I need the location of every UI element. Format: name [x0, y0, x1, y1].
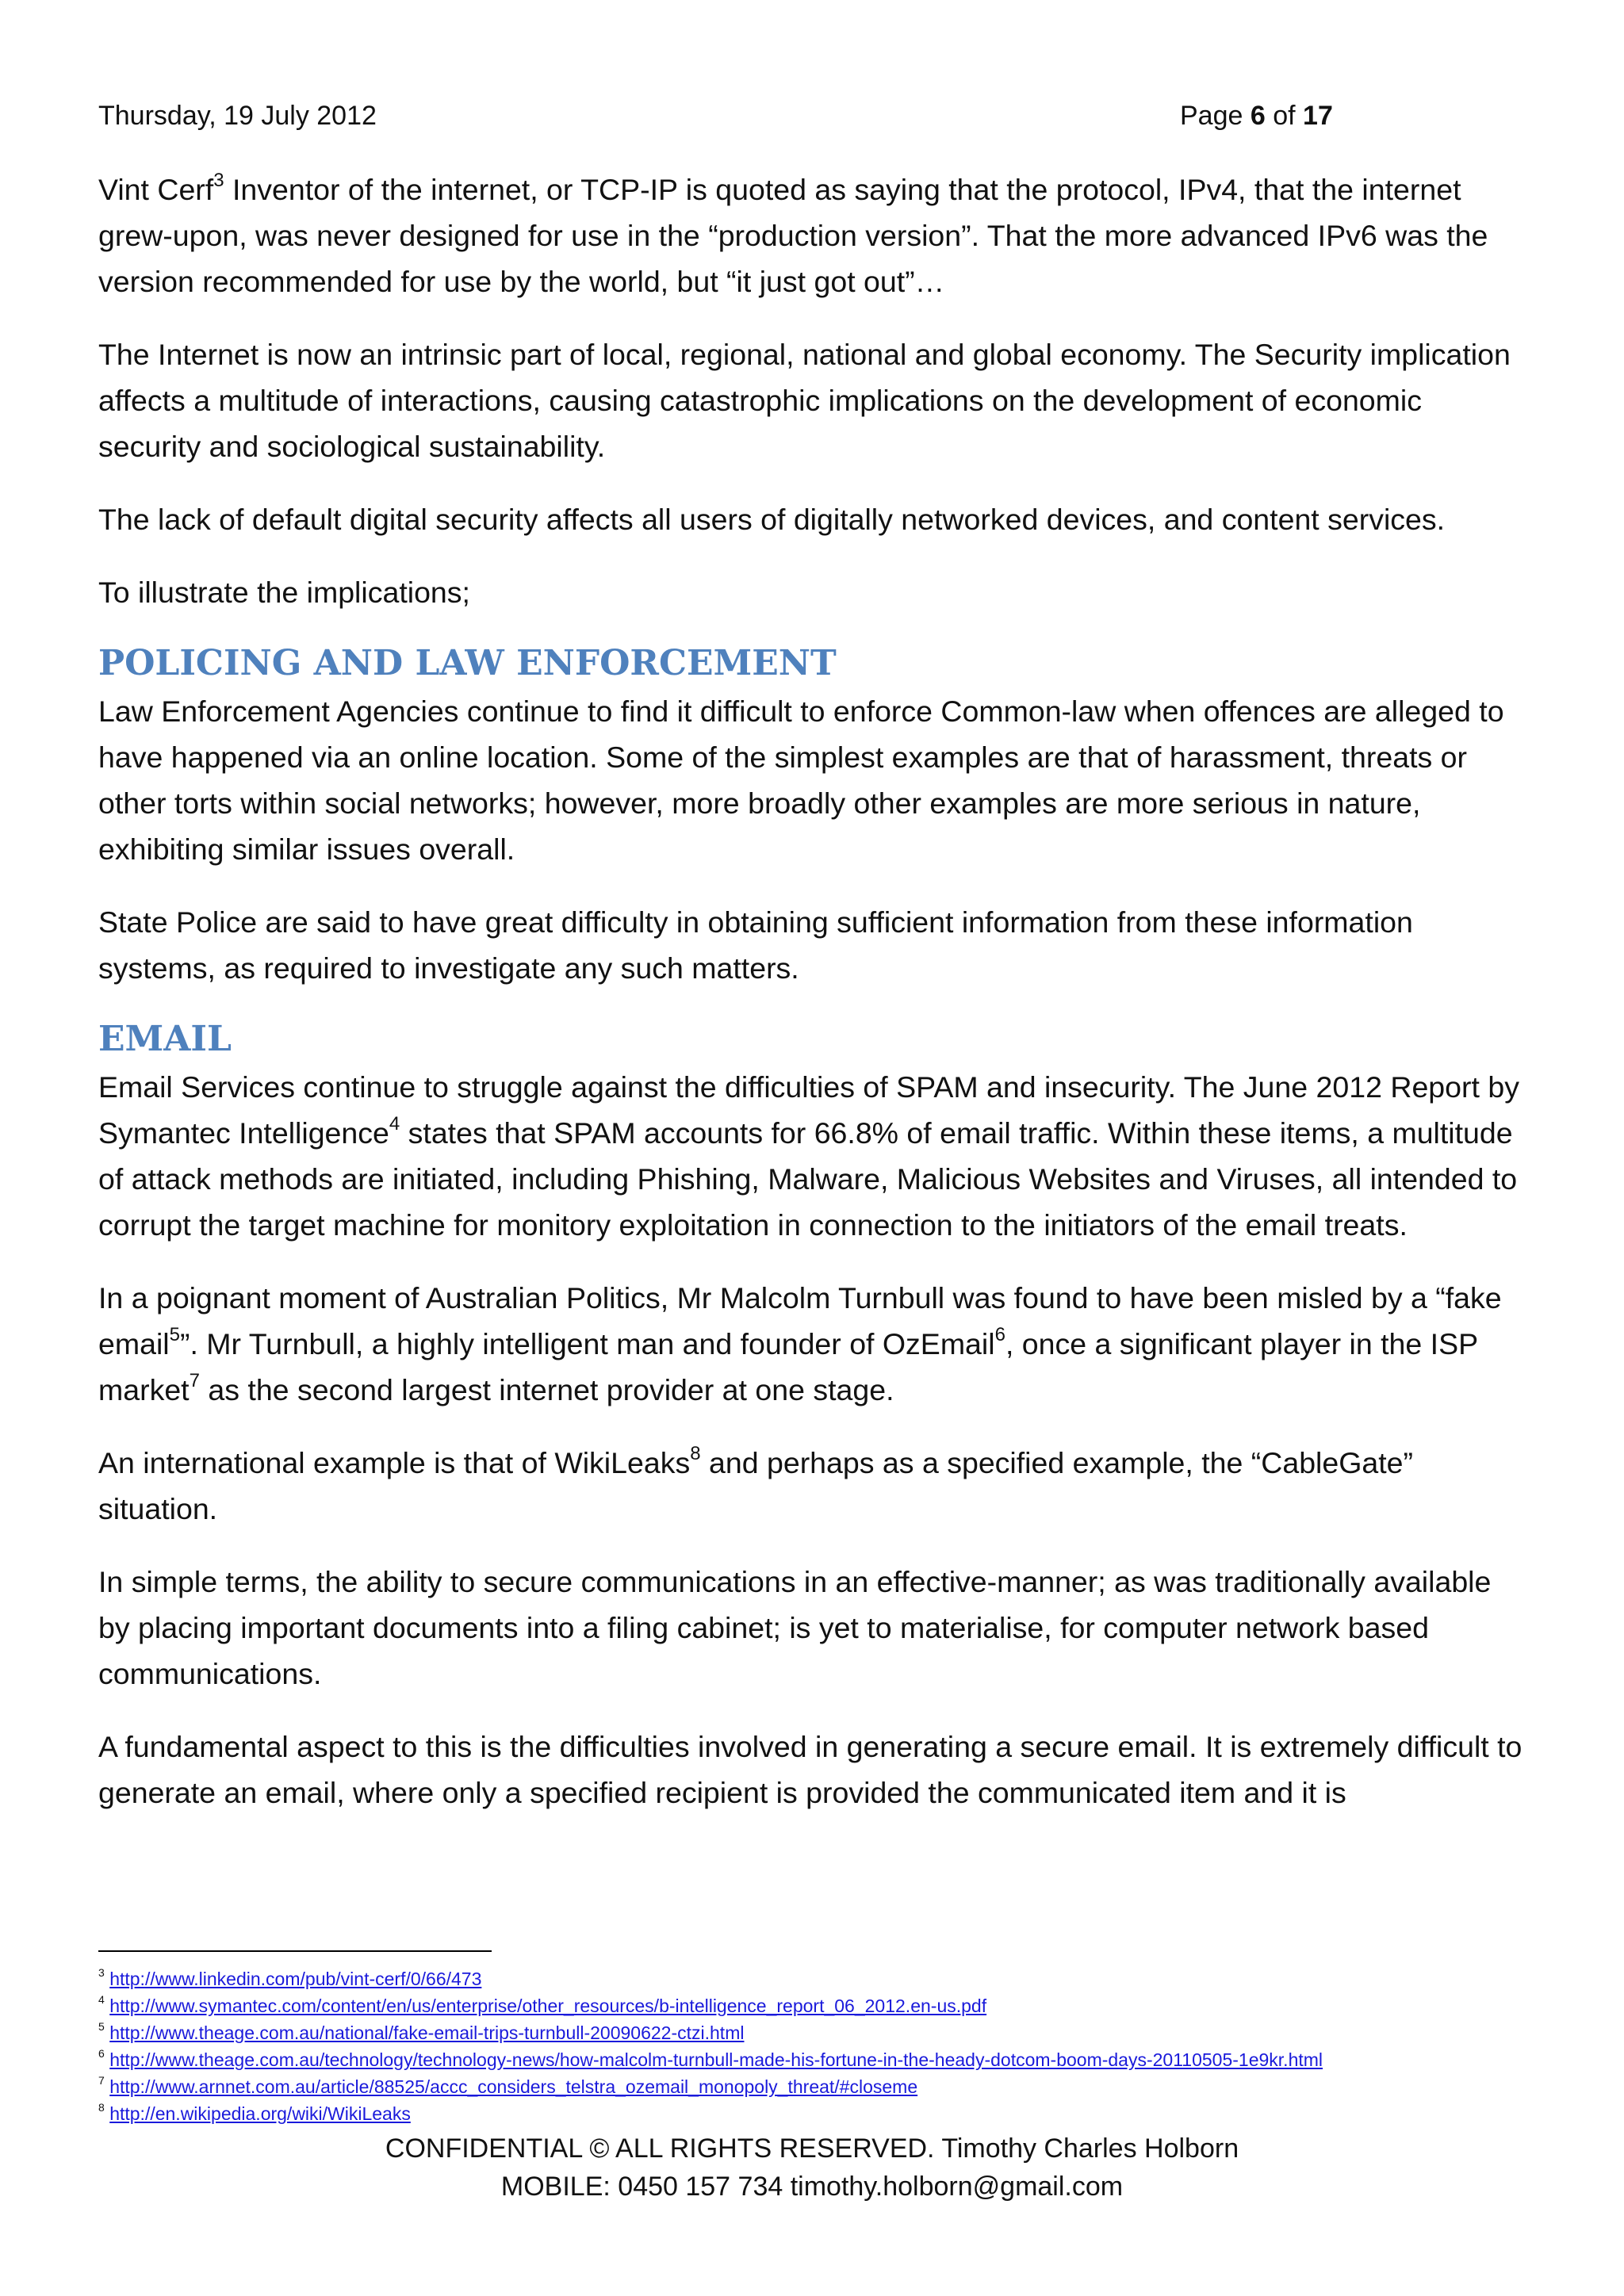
text-run: as the second largest internet provider at one stage.	[199, 1373, 894, 1406]
text-run: Email Services continue to struggle against the difficulties of SPAM and insecurity. The June 2012 Report by Symantec Intelligence	[98, 1070, 1519, 1150]
paragraph-default-security: The lack of default digital security affects all users of digitally networked devices, and content services.	[98, 503, 1446, 536]
footnote-number: 6	[98, 2047, 105, 2061]
footnote-ref-3[interactable]: 3	[213, 169, 224, 191]
header-date: Thursday, 19 July 2012	[98, 101, 377, 131]
page-current: 6	[1250, 101, 1266, 131]
text-run: Vint Cerf	[98, 173, 214, 206]
page-of: of	[1265, 101, 1304, 131]
footnote-6	[98, 2046, 1589, 2073]
footnote-7	[98, 2073, 1589, 2100]
footnote-link[interactable]: http://www.arnnet.com.au/article/88525/accc_considers_telstra_ozemail_monopoly_threat/#closeme	[109, 2076, 918, 2097]
footnote-ref-4[interactable]: 4	[389, 1112, 400, 1135]
footnote-link[interactable]: http://www.theage.com.au/technology/technology-news/how-malcolm-turnbull-made-his-fortune-in-the-heady-dotcom-boom-days-20110505-1e9kr.html	[109, 2049, 1323, 2070]
paragraph-turnbull	[98, 1275, 1526, 1413]
paragraph-state-police: State Police are said to have great difficulty in obtaining sufficient information from these information systems, as required to investigate any such matters.	[98, 905, 1413, 985]
footnote-number: 4	[98, 1993, 105, 2007]
footnote-number: 8	[98, 2101, 105, 2114]
footer-confidential: CONFIDENTIAL © ALL RIGHTS RESERVED. Timothy Charles Holborn	[385, 2133, 1239, 2164]
footnote-5	[98, 2019, 1589, 2046]
footer-contact: MOBILE: 0450 157 734 timothy.holborn@gmail.com	[500, 2172, 1124, 2202]
text-run: , once a significant player in the ISP market	[98, 1327, 1478, 1406]
footnote-link[interactable]: http://www.linkedin.com/pub/vint-cerf/0/66/473	[109, 1969, 482, 1989]
footnote-link[interactable]: http://www.theage.com.au/national/fake-email-trips-turnbull-20090622-ctzi.html	[109, 2022, 745, 2043]
footnote-number: 3	[98, 1966, 105, 1980]
footnote-ref-5[interactable]: 5	[169, 1323, 180, 1345]
page-total: 17	[1303, 101, 1333, 131]
footnote-number: 7	[98, 2074, 105, 2087]
text-run: ”. Mr Turnbull, a highly intelligent man and founder of OzEmail	[179, 1327, 995, 1360]
footnote-ref-8[interactable]: 8	[690, 1442, 701, 1464]
footnote-number: 5	[98, 2020, 105, 2034]
footnote-separator	[98, 1950, 492, 1952]
heading-policing: POLICING AND LAW ENFORCEMENT	[98, 643, 837, 683]
text-run: states that SPAM accounts for 66.8% of email traffic. Within these items, a multitude of attack methods are initiated, including Phishing, Malware, Malicious Websites and Viruses, all intended to corrupt the target machine for monitory exploitation in connection to the initiators of the email treats.	[98, 1116, 1518, 1242]
paragraph-secure-communications: In simple terms, the ability to secure communications in an effective-manner; as was traditionally available by placing important documents into a filing cabinet; is yet to materialise, for computer network based communications.	[98, 1565, 1492, 1690]
paragraph-wikileaks	[98, 1440, 1526, 1532]
paragraph-email-services	[98, 1064, 1526, 1248]
footnote-3	[98, 1965, 1589, 1992]
footnotes	[98, 1965, 1589, 2127]
text-run: In a poignant moment of Australian Politics, Mr Malcolm Turnbull was found to have been misled by a “fake email	[98, 1281, 1502, 1360]
page-prefix: Page	[1180, 101, 1251, 131]
paragraph-internet-economy: The Internet is now an intrinsic part of local, regional, national and global economy. The Security implication affects a multitude of interactions, causing catastrophic implications on the development of economic security and sociological sustainability.	[98, 338, 1511, 463]
paragraph-illustrate: To illustrate the implications;	[98, 576, 470, 609]
paragraph-vint-cerf	[98, 166, 1526, 304]
footnote-link[interactable]: http://www.symantec.com/content/en/us/enterprise/other_resources/b-intelligence_report_06_2012.en-us.pdf	[109, 1996, 987, 2016]
document-body	[98, 166, 1526, 1843]
footnote-4	[98, 1992, 1589, 2019]
paragraph-law-enforcement: Law Enforcement Agencies continue to find it difficult to enforce Common-law when offences are alleged to have happened via an online location. Some of the simplest examples are that of harassment, threats or other torts within social networks; however, more broadly other examples are more serious in nature, exhibiting similar issues overall.	[98, 695, 1504, 866]
footnote-8	[98, 2100, 1589, 2127]
paragraph-secure-email: A fundamental aspect to this is the difficulties involved in generating a secure email. It is extremely difficult to generate an email, where only a specified recipient is provided the communicated item and it is	[98, 1730, 1522, 1809]
header-page-number	[1180, 98, 1333, 133]
text-run: and perhaps as a specified example, the “CableGate” situation.	[98, 1446, 1414, 1525]
page-footer	[0, 2130, 1624, 2206]
footnote-ref-7[interactable]: 7	[189, 1369, 200, 1391]
footnote-ref-6[interactable]: 6	[994, 1323, 1005, 1345]
text-run: Inventor of the internet, or TCP-IP is quoted as saying that the protocol, IPv4, that the internet grew-upon, was never designed for use in the “production version”. That the more advanced IPv6 was the version recommended for use by the world, but “it just got out”…	[98, 173, 1488, 298]
footnote-link[interactable]: http://en.wikipedia.org/wiki/WikiLeaks	[109, 2103, 411, 2124]
text-run: An international example is that of WikiLeaks	[98, 1446, 691, 1479]
heading-email: EMAIL	[98, 1019, 232, 1059]
